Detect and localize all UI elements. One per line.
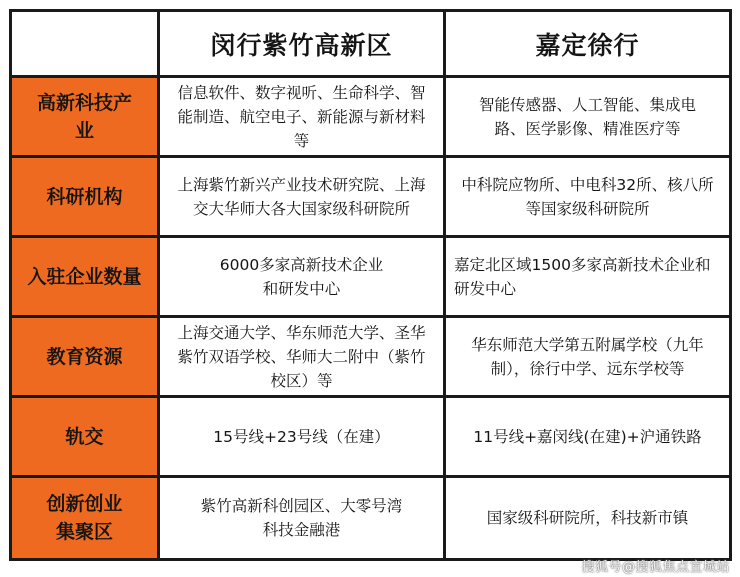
cell-jiading-education: 华东师范大学第五附属学校（九年制），徐行中学、远东学校等 bbox=[445, 317, 731, 397]
header-row bbox=[11, 11, 731, 77]
row-label-education: 教育资源 bbox=[11, 317, 159, 397]
corner-cell bbox=[11, 11, 159, 77]
cell-jiading-innovation: 国家级科研院所，科技新市镇 bbox=[445, 477, 731, 560]
table-row bbox=[11, 157, 731, 237]
cell-jiading-transit: 11号线+嘉闵线(在建)+沪通铁路 bbox=[445, 397, 731, 477]
table-row bbox=[11, 77, 731, 157]
cell-minhang-education: 上海交通大学、华东师范大学、圣华紫竹双语学校、华师大二附中（紫竹校区）等 bbox=[159, 317, 445, 397]
comparison-table bbox=[9, 9, 732, 561]
row-label-industry: 高新科技产业 bbox=[11, 77, 159, 157]
table-row bbox=[11, 397, 731, 477]
cell-minhang-enterprises: 6000多家高新技术企业和研发中心 bbox=[159, 237, 445, 317]
table-row bbox=[11, 477, 731, 560]
table-row bbox=[11, 317, 731, 397]
watermark: 搜狐号@搜狐焦点宣城站 bbox=[581, 560, 730, 575]
cell-minhang-innovation: 紫竹高新科创园区、大零号湾科技金融港 bbox=[159, 477, 445, 560]
cell-jiading-industry: 智能传感器、人工智能、集成电路、医学影像、精准医疗等 bbox=[445, 77, 731, 157]
cell-minhang-transit: 15号线+23号线（在建） bbox=[159, 397, 445, 477]
column-header-jiading: 嘉定徐行 bbox=[445, 11, 731, 77]
cell-minhang-industry: 信息软件、数字视听、生命科学、智能制造、航空电子、新能源与新材料等 bbox=[159, 77, 445, 157]
row-label-enterprises: 入驻企业数量 bbox=[11, 237, 159, 317]
cell-minhang-research: 上海紫竹新兴产业技术研究院、上海交大华师大各大国家级科研院所 bbox=[159, 157, 445, 237]
column-header-minhang: 闵行紫竹高新区 bbox=[159, 11, 445, 77]
cell-jiading-research: 中科院应物所、中电科32所、核八所等国家级科研院所 bbox=[445, 157, 731, 237]
cell-jiading-enterprises: 嘉定北区域1500多家高新技术企业和研发中心 bbox=[445, 237, 731, 317]
table-row bbox=[11, 237, 731, 317]
row-label-research: 科研机构 bbox=[11, 157, 159, 237]
row-label-transit: 轨交 bbox=[11, 397, 159, 477]
row-label-innovation: 创新创业集聚区 bbox=[11, 477, 159, 560]
